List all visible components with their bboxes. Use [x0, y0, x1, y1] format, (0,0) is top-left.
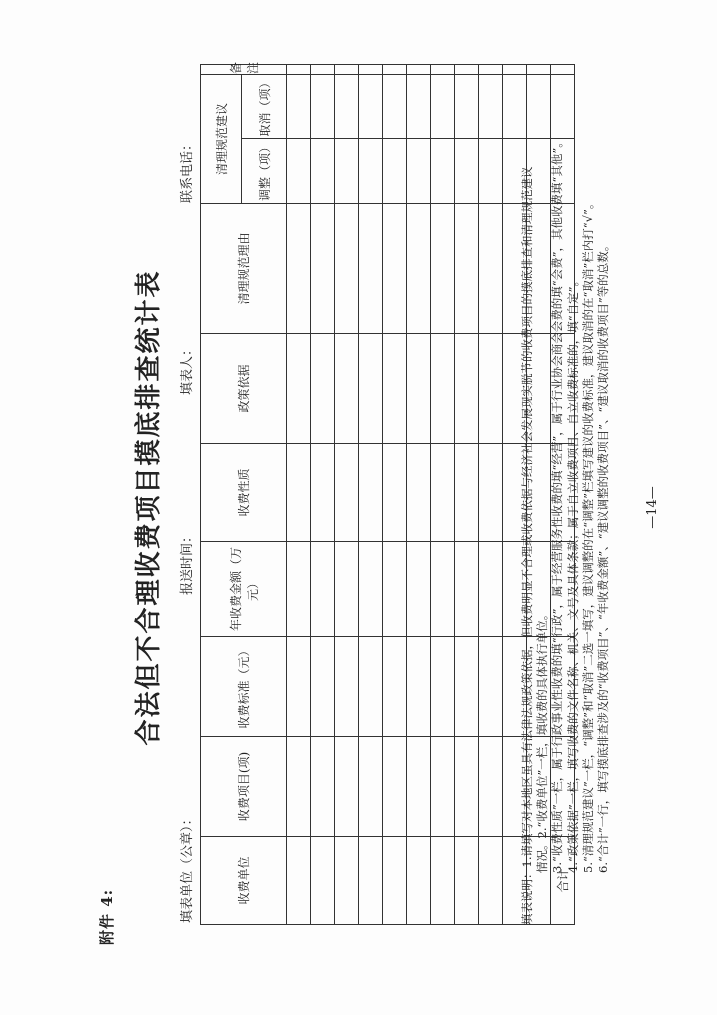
- note-line-5: 5.“清理规范建议”一栏，“调整”和“取消”二选一填写，建议调整的在“调整”栏填写建议的收费标准，建议取消的在“取消”栏内打“√”。: [580, 197, 595, 873]
- table-row: [407, 64, 431, 924]
- note-line-6: 6.“合计”一行，填写摸底排查涉及的“收费项目”、“年收费金额”、“建议调整的收费项目”、“建议取消的收费项目”等的总数。: [596, 239, 611, 873]
- header-unit: 收费单位: [201, 837, 287, 925]
- total-label: 合计: [551, 837, 575, 925]
- table-row: [287, 64, 311, 924]
- table-row: [431, 64, 455, 924]
- filler-phone: 联系电话：: [180, 137, 195, 203]
- header-standard: 收费标准（元）: [201, 637, 287, 737]
- header-suggestion: 清理规范建议: [201, 74, 242, 203]
- header-remark: 备注: [201, 64, 287, 74]
- header-reason: 清理规范理由: [201, 204, 287, 334]
- note-line-4: 4.“政策依据”一栏，填写收费的文件名称、机关、文号及具体条款；属于自立收费项目、自立收费标准的，填“自定”。: [565, 275, 580, 873]
- header-basis: 政策依据: [201, 334, 287, 444]
- table-row: [359, 64, 383, 924]
- notes-block: [520, 45, 611, 925]
- table-row: [455, 64, 479, 924]
- header-adjust: 调整（项）: [242, 139, 287, 204]
- table-row: [479, 64, 503, 924]
- table-row: [383, 64, 407, 924]
- note-line-2: 情况。2.“收费单位”一栏，填收费的具体执行单位。: [535, 608, 550, 873]
- page-number: —14—: [645, 486, 660, 529]
- document-title: 合法但不合理收费项目摸底排查统计表: [134, 269, 164, 746]
- header-cancel: 取消（项）: [242, 74, 287, 138]
- header-nature: 收费性质: [201, 444, 287, 542]
- filler-unit: 填表单位（公章）：: [180, 812, 195, 923]
- filler-date: 报送时间：: [180, 529, 195, 595]
- header-item: 收费项目(项): [201, 737, 287, 837]
- table-row: [311, 64, 335, 924]
- filler-person: 填表人：: [180, 342, 195, 395]
- header-amount: 年收费金额（万元）: [201, 542, 287, 637]
- table-row: [335, 64, 359, 924]
- attachment-label: 附件 4:: [98, 888, 116, 945]
- statistics-table: [200, 61, 575, 925]
- note-line-3: 3.“收费性质”一栏，属于行政事业性收费的填“行政”，属于经营服务性收费的填“经营”，属于行业协会商会会费的填“会费”，其他收费填“其他”。: [550, 136, 565, 873]
- note-line-1: 填表说明：1.请填写对本地区虽具有法律法规政策依据，但收费明显不合理或收费依据与经济社会发展现实脱节的收费项目的摸底排查和清理规范建议: [520, 166, 534, 925]
